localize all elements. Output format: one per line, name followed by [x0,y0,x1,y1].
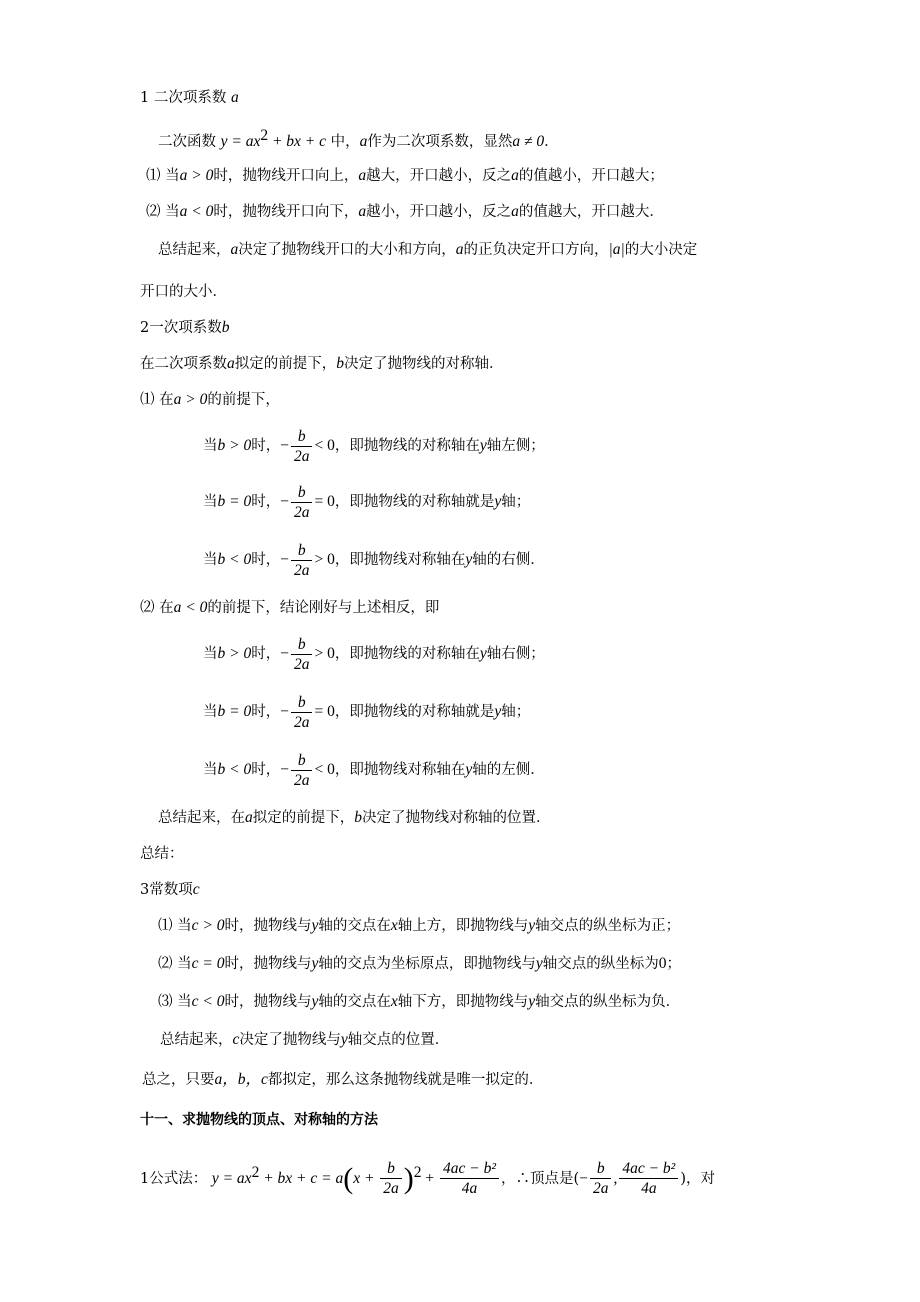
para-a-negative: ⑵ 当a < 0时，抛物线开口向下，a越小，开口越小，反之a的值越大，开口越大． [146,203,664,220]
para-case-a-negative: ⑵ 在a < 0的前提下，结论刚好与上述相反，即 [140,599,440,616]
para-c-positive: ⑴ 当c > 0时，抛物线与y轴的交点在x轴上方，即抛物线与y轴交点的纵坐标为正； [158,917,681,934]
row-a-pos-b-zero: 当b = 0时，− $\frac{b}{2a}$ = 0，即抛物线的对称轴就是y轴； [203,483,531,521]
section-2-title: 2一次项系数b [140,319,230,336]
row-a-neg-b-neg: 当b < 0时，− $\frac{b}{2a}$ < 0，即抛物线对称轴在y轴的左侧． [203,751,545,789]
row-a-pos-b-pos: 当b > 0时，− $\frac{b}{2a}$ < 0，即抛物线的对称轴在y轴左侧； [203,427,545,465]
row-a-pos-b-neg: 当b < 0时，− $\frac{b}{2a}$ > 0，即抛物线对称轴在y轴的右侧． [203,541,545,579]
para-formula-method: 1公式法： $y = ax^2$ + bx + c = a(x + $\frac{b}{2a}$ )$^2$ + $\frac{\text{4ac − b²}}{4a}$ ，∴顶点是(− $\frac{b}{2a}$ , $\frac{\text{4ac − b²}}{4a}$ )，对 [140,1160,716,1198]
section-11-heading: 十一、求抛物线的顶点、对称轴的方法 [140,1112,378,1128]
para-summary-a-cont: 开口的大小． [140,284,227,300]
section-1-title: 1 二次项系数 a [140,89,239,106]
para-summary-c: 总结起来，c决定了抛物线与y轴交点的位置． [160,1031,450,1048]
para-summary-label: 总结： [140,846,184,862]
para-c-negative: ⑶ 当c < 0时，抛物线与y轴的交点在x轴下方，即抛物线与y轴交点的纵坐标为负． [158,993,681,1010]
row-a-neg-b-zero: 当b = 0时，− $\frac{b}{2a}$ = 0，即抛物线的对称轴就是y轴； [203,693,531,731]
row-a-neg-b-pos: 当b > 0时，− $\frac{b}{2a}$ > 0，即抛物线的对称轴在y轴右侧； [203,635,545,673]
para-b-intro: 在二次项系数a拟定的前提下，b决定了抛物线的对称轴． [140,355,504,372]
para-c-zero: ⑵ 当c = 0时，抛物线与y轴的交点为坐标原点，即抛物线与y轴交点的纵坐标为0； [158,955,681,972]
para-a-positive: ⑴ 当a > 0时，抛物线开口向上，a越大，开口越小，反之a的值越小，开口越大； [146,167,664,184]
para-case-a-positive: ⑴ 在a > 0的前提下， [140,391,280,408]
section-3-title: 3常数项c [140,881,200,898]
para-quadratic-definition: 二次函数 $y = ax^2$ + bx + c 中，a作为二次项系数，显然a ≠ 0． [158,127,559,150]
para-summary-a: 总结起来，a决定了抛物线开口的大小和方向，a的正负决定开口方向，|a|的大小决定 [158,241,698,258]
para-conclusion: 总之，只要a，b，c都拟定，那么这条抛物线就是唯一拟定的． [142,1071,544,1088]
para-summary-b: 总结起来，在a拟定的前提下，b决定了抛物线对称轴的位置． [158,809,551,826]
